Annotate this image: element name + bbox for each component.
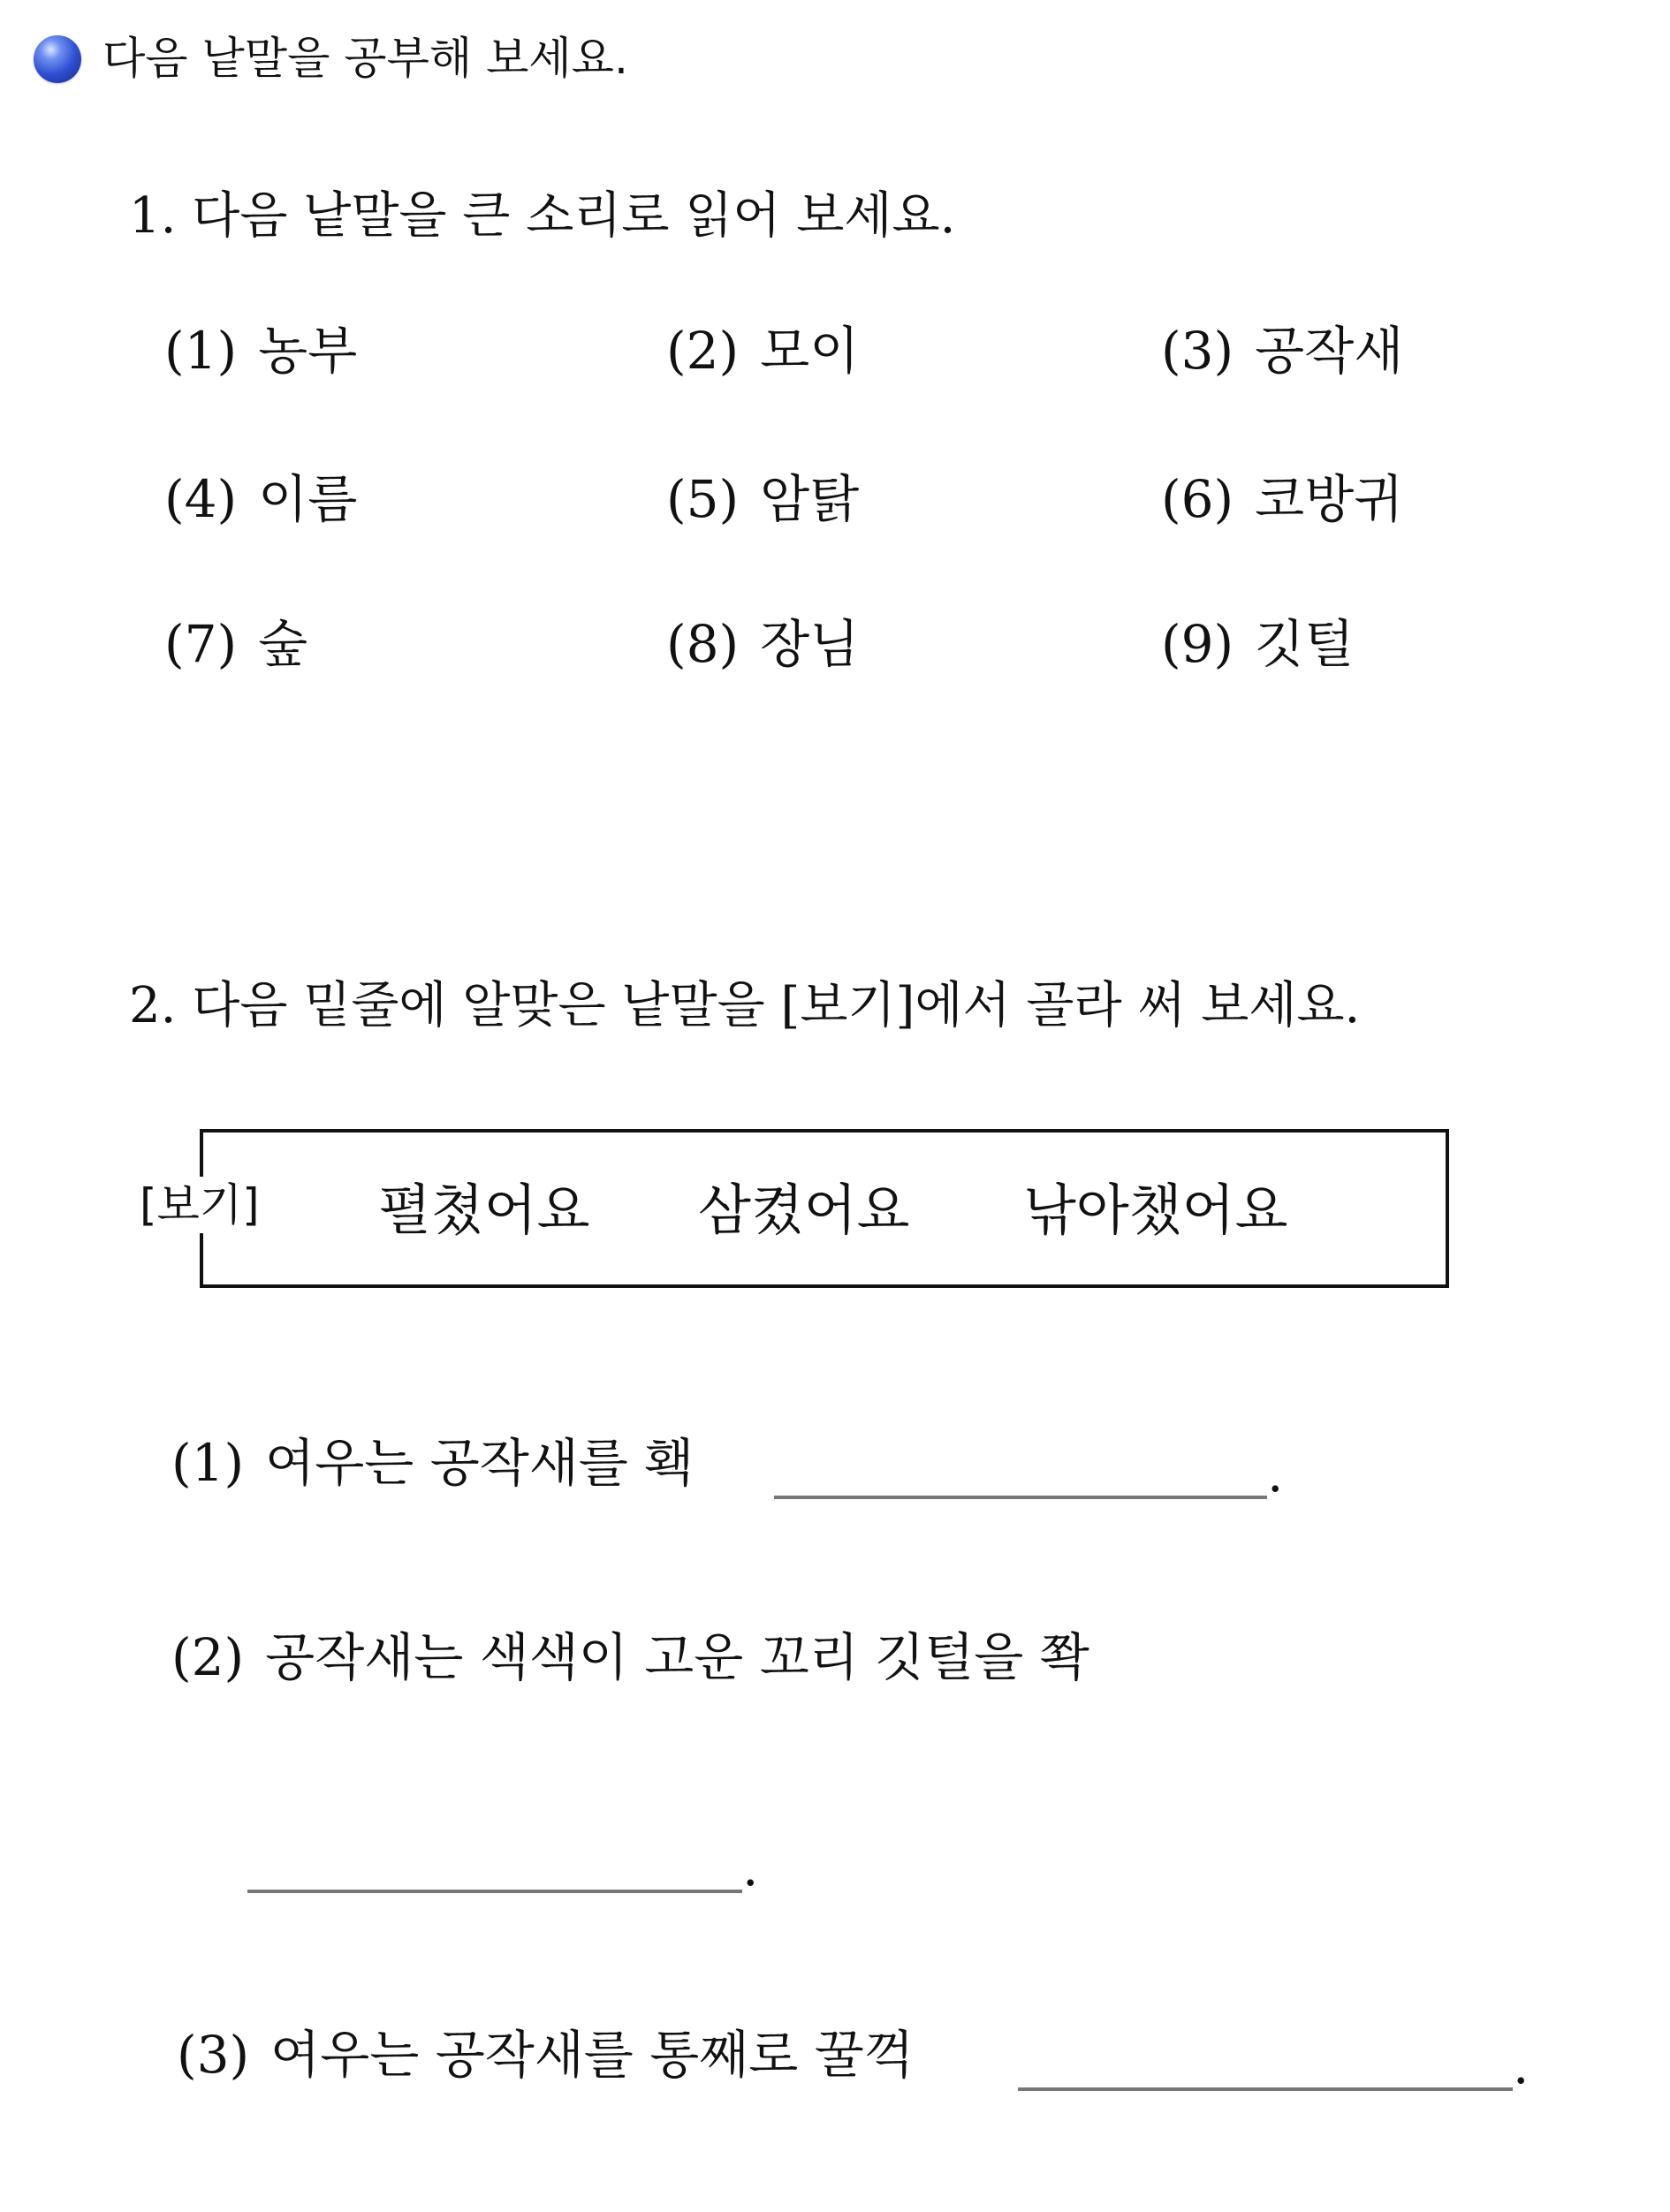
- page-instruction: 다음 낱말을 공부해 보세요.: [102, 33, 628, 84]
- word-item: [164, 468, 357, 530]
- answer-blank-3[interactable]: [1018, 2087, 1513, 2091]
- word-number: (9): [1161, 614, 1234, 674]
- sentence-item: [171, 1625, 1089, 1689]
- word-text: 모이: [760, 321, 860, 381]
- question-1-title: 1. 다음 낱말을 큰 소리로 읽어 보세요.: [129, 187, 956, 245]
- word-item: [1161, 468, 1403, 530]
- sentence-text: 여우는 공작새를 통째로 꿀꺽: [270, 2025, 914, 2085]
- word-text: 장님: [760, 614, 860, 674]
- sentence-number: (2): [171, 1627, 245, 1687]
- word-text: 숲: [258, 614, 308, 674]
- sentence-period: .: [742, 1837, 759, 1898]
- word-text: 공작새: [1255, 321, 1404, 381]
- word-item: [164, 613, 307, 675]
- word-text: 농부: [258, 321, 358, 381]
- boki-choice: 삼켰어요: [698, 1178, 910, 1242]
- answer-blank-2[interactable]: [247, 1890, 742, 1893]
- word-item: [1161, 320, 1403, 382]
- word-number: (4): [164, 469, 238, 529]
- word-item: [1161, 613, 1354, 675]
- word-text: 코방귀: [1255, 469, 1404, 529]
- word-number: (6): [1161, 469, 1234, 529]
- sentence-period: .: [1513, 2035, 1530, 2095]
- sentence-text: 공작새는 색색이 고운 꼬리 깃털을 쫙: [265, 1627, 1089, 1687]
- sentence-number: (1): [171, 1433, 245, 1493]
- sentence-item: [177, 2023, 914, 2087]
- boki-choice: 펼쳤어요: [378, 1178, 590, 1242]
- boki-label: [보기]: [133, 1177, 267, 1233]
- sentence-number: (3): [177, 2025, 250, 2085]
- word-number: (5): [666, 469, 740, 529]
- word-text: 암탉: [760, 469, 860, 529]
- word-text: 깃털: [1255, 614, 1355, 674]
- word-item: [164, 320, 357, 382]
- word-number: (1): [164, 321, 238, 381]
- question-2-title: 2. 다음 밑줄에 알맞은 낱말을 [보기]에서 골라 써 보세요.: [129, 977, 1361, 1034]
- word-item: [666, 320, 859, 382]
- word-text: 이름: [258, 469, 358, 529]
- boki-choice: 낚아챘어요: [1023, 1178, 1288, 1242]
- word-item: [666, 613, 859, 675]
- blue-bullet-icon: [34, 35, 81, 83]
- word-number: (2): [666, 321, 740, 381]
- answer-blank-1[interactable]: [774, 1496, 1267, 1499]
- sentence-period: .: [1267, 1443, 1284, 1504]
- word-number: (8): [666, 614, 740, 674]
- word-item: [666, 468, 859, 530]
- word-number: (3): [1161, 321, 1234, 381]
- word-number: (7): [164, 614, 238, 674]
- sentence-text: 여우는 공작새를 홱: [265, 1433, 695, 1493]
- sentence-item: [171, 1431, 694, 1495]
